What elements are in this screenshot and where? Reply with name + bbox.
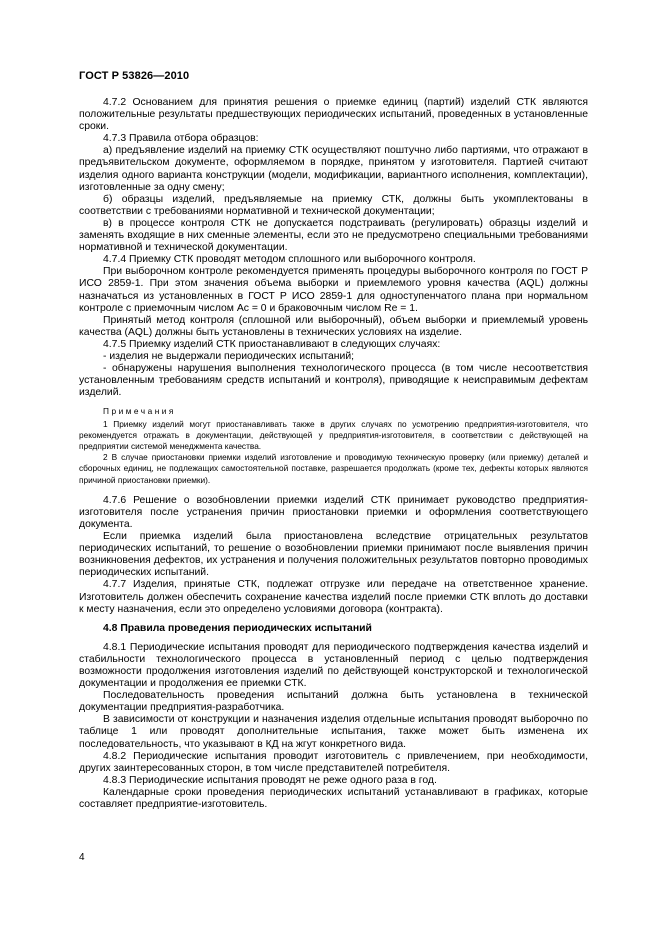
section-heading-4-8: 4.8 Правила проведения периодических испытаний [103,622,372,634]
paragraph-sampling-control: При выборочном контроле рекомендуется применять процедуры выборочного контроля по ГОСТ Р ИСО 2859-1. При этом значения объема выборки и приемлемого уровня качества (AQL) должны назначаться из установленных в ГОСТ Р ИСО 2859-1 для одноступенчатого плана при нормальном контроле с приемочным числом Ac = 0 и браковочным числом Re = 1. [79,266,588,314]
paragraph-4-7-3-a: а) предъявление изделий на приемку СТК осуществляют поштучно либо партиями, что отражают в предъявительском документе, оформляемом в порядке, принятом у изготовителя. Партией считают изделия одного варианта конструкции (модели, модификации, вариантного исполнения, комплектации), изготовленные за одну смену; [79,145,588,193]
paragraph-4-7-2: 4.7.2 Основанием для принятия решения о приемке единиц (партий) изделий СТК являются положительные результаты предшествующих периодических испытаний, проведенных в установленные сроки. [79,97,588,133]
note-2: 2 В случае приостановки приемки изделий изготовление и проводимую техническую проверку (или приемку) деталей и сборочных единиц, не подлежащих самостоятельной поставке, разрешается продолжать (кроме тех, дефекты которых являются причиной приостановки приемки). [79,452,588,485]
paragraph-4-7-3-b: б) образцы изделий, предъявляемые на приемку СТК, должны быть укомплектованы в соответствии с требованиями нормативной и технической документации; [79,193,588,217]
paragraph-4-7-5: 4.7.5 Приемку изделий СТК приостанавливают в следующих случаях: [103,338,441,350]
paragraph-4-8-2: 4.8.2 Периодические испытания проводит изготовитель с привлечением, при необходимости, других заинтересованных сторон, в том числе представителей потребителя. [79,750,588,774]
paragraph-4-7-3: 4.7.3 Правила отбора образцов: [103,133,259,145]
paragraph-4-7-7: 4.7.7 Изделия, принятые СТК, подлежат отгрузке или передаче на ответственное хранение. Изготовитель должен обеспечить сохранение качества изделий после приемки СТК вплоть до доставки к месту назначения, если это определено условиями договора (контракта). [79,579,588,615]
page-number: 4 [79,852,85,863]
paragraph-4-7-4: 4.7.4 Приемку СТК проводят методом сплошного или выборочного контроля. [103,254,476,266]
note-1: 1 Приемку изделий могут приостанавливать также в других случаях по усмотрению предприятия-изготовителя, что рекомендуется отражать в документации, действующей у предприятия-изготовителя, в соответствии с действующей на предприятии системой менеджмента качества. [79,418,588,451]
paragraph-4-7-3-v: в) в процессе контроля СТК не допускается подстраивать (регулировать) образцы изделий и заменять входящие в них сменные элементы, если это не предусмотрено специальными требованиями нормативной и технической документации. [79,217,588,254]
paragraph-schedule: Календарные сроки проведения периодических испытаний устанавливают в графиках, которые составляет предприятие-изготовитель. [79,786,588,811]
document-body [79,97,588,811]
notes-title: Примечания [103,406,176,417]
notes-block [79,406,588,485]
paragraph-4-8-3: 4.8.3 Периодические испытания проводят не реже одного раза в год. [103,774,437,786]
list-item-periodic-failed: - изделия не выдержали периодических испытаний; [103,350,355,362]
document-id-header: ГОСТ Р 53826—2010 [79,70,190,82]
paragraph-test-sequence: Последовательность проведения испытаний должна быть установлена в технической документации предприятия-разработчика. [79,690,588,714]
paragraph-resume-acceptance: Если приемка изделий была приостановлена вследствие отрицательных результатов периодических испытаний, то решение о возобновлении приемки принимают после выявления причин возникновения дефектов, их устранения и получения положительных результатов повторно проводимых периодических испытаний. [79,531,588,579]
list-item-process-violations: - обнаружены нарушения выполнения технологического процесса (в том числе несоответствия установленным требованиям средств испытаний и контроля), приводящие к неисправимым дефектам изделий. [79,363,588,399]
paragraph-control-method: Принятый метод контроля (сплошной или выборочный), объем выборки и приемлемый уровень качества (AQL) должны быть установлены в технических условиях на изделие. [79,314,588,338]
paragraph-4-8-1: 4.8.1 Периодические испытания проводят для периодического подтверждения качества изделий и стабильности технологического процесса в установленный период с целью подтверждения возможности продолжения изготовления изделий по действующей конструкторской и технологической документации и продолжения ее приемки СТК. [79,641,588,690]
paragraph-test-selection: В зависимости от конструкции и назначения изделия отдельные испытания проводят выборочно по таблице 1 или проводят дополнительные испытания, также может быть изменена их последовательность, что указывают в КД на жгут конкретного вида. [79,714,588,750]
paragraph-4-7-6: 4.7.6 Решение о возобновлении приемки изделий СТК принимает руководство предприятия-изготовителя после устранения причин приостановки приемки и оформления соответствующего документа. [79,494,588,530]
